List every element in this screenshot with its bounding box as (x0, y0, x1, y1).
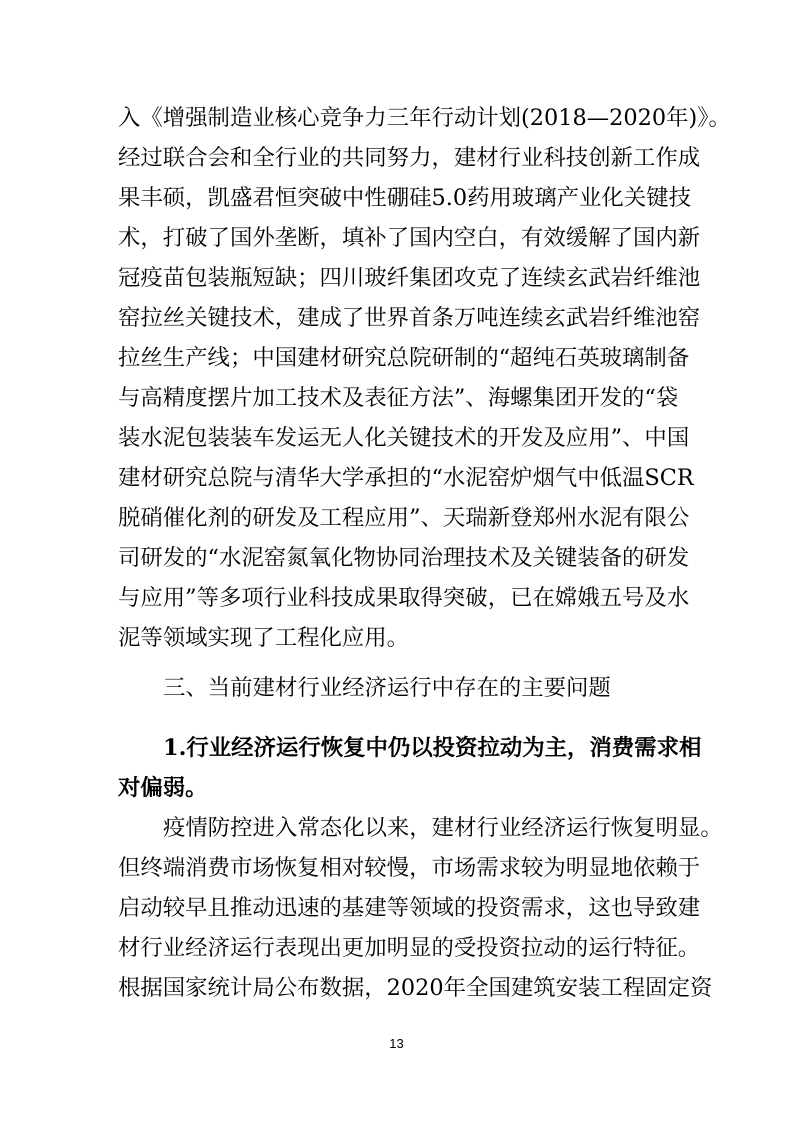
text-line-11: 脱硝催化剂的研发及工程应用”、天瑞新登郑州水泥有限公 (118, 505, 690, 531)
text-line-1: 入《增强制造业核心竞争力三年行动计划(2018—2020年)》。 (118, 105, 731, 131)
paragraph-line-1: 疫情防控进入常态化以来，建材行业经济运行恢复明显。 (163, 815, 723, 841)
text-line-10: 建材研究总院与清华大学承担的“水泥窑炉烟气中低温SCR (118, 465, 694, 491)
text-line-4: 术，打破了国外垄断，填补了国内空白，有效缓解了国内新 (118, 225, 701, 251)
page-number: 13 (389, 1036, 404, 1051)
subheading-line-1: 1.行业经济运行恢复中仍以投资拉动为主，消费需求相 (163, 735, 702, 761)
paragraph-line-3: 启动较早且推动迅速的基建等领域的投资需求，这也导致建 (118, 895, 701, 921)
section-heading: 三、当前建材行业经济运行中存在的主要问题 (163, 675, 611, 701)
text-line-13: 与应用”等多项行业科技成果取得突破，已在嫦娥五号及水 (118, 585, 690, 611)
text-line-8: 与高精度摆片加工技术及表征方法”、海螺集团开发的“袋 (118, 385, 679, 411)
text-line-3: 果丰硕，凯盛君恒突破中性硼硅5.0药用玻璃产业化关键技 (118, 185, 691, 211)
paragraph-line-4: 材行业经济运行表现出更加明显的受投资拉动的运行特征。 (118, 935, 701, 961)
text-line-12: 司研发的“水泥窑氮氧化物协同治理技术及关键装备的研发 (118, 545, 690, 571)
paragraph-line-5: 根据国家统计局公布数据，2020年全国建筑安装工程固定资 (118, 975, 713, 1001)
text-line-7: 拉丝生产线；中国建材研究总院研制的“超纯石英玻璃制备 (118, 345, 690, 371)
text-line-6: 窑拉丝关键技术，建成了世界首条万吨连续玄武岩纤维池窑 (118, 305, 701, 331)
paragraph-line-2: 但终端消费市场恢复相对较慢，市场需求较为明显地依赖于 (118, 855, 701, 881)
text-line-14: 泥等领域实现了工程化应用。 (118, 625, 410, 651)
text-line-5: 冠疫苗包装瓶短缺；四川玻纤集团攻克了连续玄武岩纤维池 (118, 265, 701, 291)
subheading-line-2: 对偏弱。 (118, 775, 208, 801)
text-line-9: 装水泥包装装车发运无人化关键技术的开发及应用”、中国 (118, 425, 690, 451)
text-line-2: 经过联合会和全行业的共同努力，建材行业科技创新工作成 (118, 145, 701, 171)
